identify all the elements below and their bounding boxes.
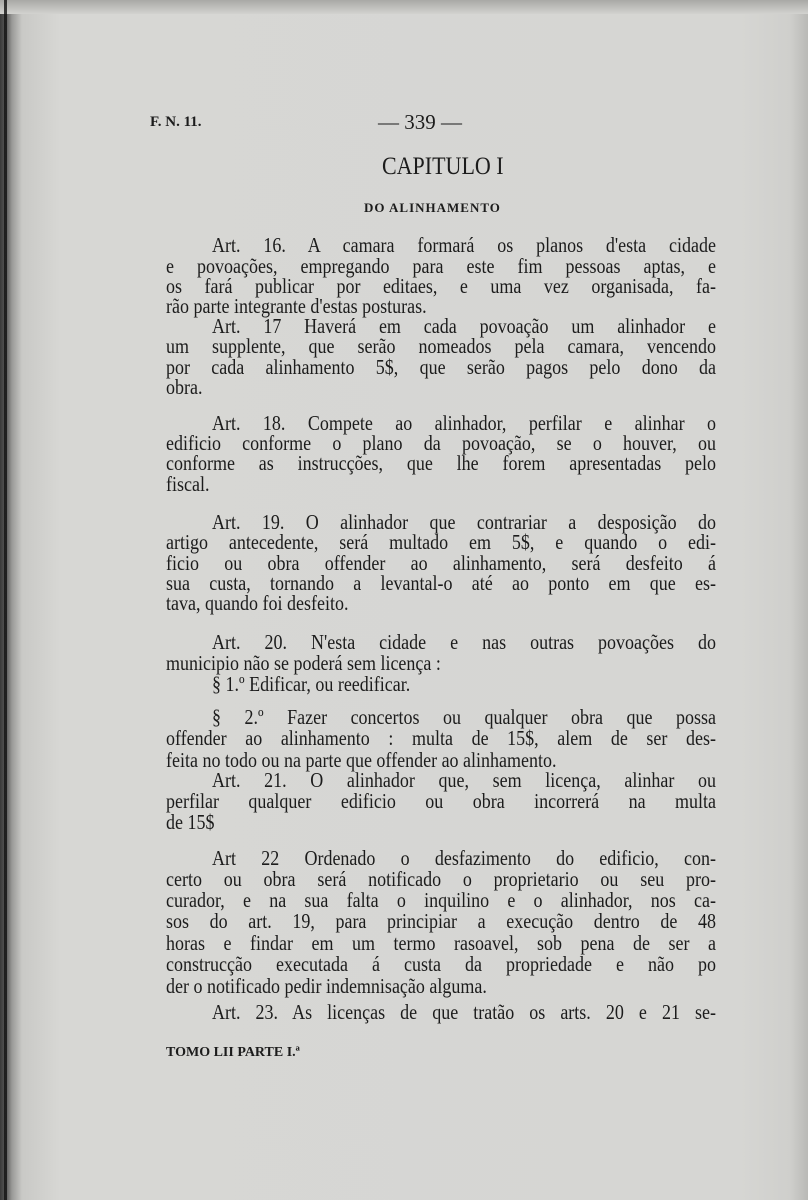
text-line: Art. 17 Haverá em cada povoação um alinhador e <box>212 314 716 338</box>
text-line: sos do art. 19, para principiar a execução dentro de 48 <box>166 909 716 933</box>
text-line: Art. 18. Compete ao alinhador, perfilar e alinhar o <box>212 411 716 435</box>
text-line: horas e findar em um termo rasoavel, sob pena de ser a <box>166 931 716 955</box>
text-line: obra. <box>166 375 203 399</box>
page-number: — 339 — <box>378 110 462 134</box>
text-line: artigo antecedente, será multado em 5$, e quando o edi- <box>166 530 716 554</box>
text-line: construcção executada á custa da propriedade e não po <box>166 952 716 976</box>
text-line: Art. 21. O alinhador que, sem licença, alinhar ou <box>212 768 716 792</box>
running-header-left: F. N. 11. <box>150 114 202 130</box>
text-line: feita no todo ou na parte que offender ao alinhamento. <box>166 748 557 772</box>
text-line: curador, e na sua falta o inquilino e o alinhador, nos ca- <box>166 888 716 912</box>
text-line: municipio não se poderá sem licença : <box>166 651 441 675</box>
text-line: um supplente, que serão nomeados pela camara, vencendo <box>166 334 716 358</box>
text-line: § 1.º Edificar, ou reedificar. <box>212 672 411 696</box>
text-line: ficio ou obra offender ao alinhamento, será desfeito á <box>166 551 716 575</box>
footer-signature: TOMO LII PARTE I.ª <box>166 1045 300 1060</box>
text-line: perfilar qualquer edificio ou obra incorrerá na multa <box>166 789 716 813</box>
text-line: Art. 16. A camara formará os planos d'esta cidade <box>212 233 716 257</box>
text-line: edificio conforme o plano da povoação, se o houver, ou <box>166 431 716 455</box>
text-line: certo ou obra será notificado o proprietario ou seu pro- <box>166 867 716 891</box>
text-line: tava, quando foi desfeito. <box>166 591 349 615</box>
text-line: § 2.º Fazer concertos ou qualquer obra que possa <box>212 705 716 729</box>
text-line: e povoações, empregando para este fim pessoas aptas, e <box>166 254 716 278</box>
text-line: offender ao alinhamento : multa de 15$, alem de ser des- <box>166 726 716 750</box>
text-line: fiscal. <box>166 472 210 496</box>
chapter-subtitle: DO ALINHAMENTO <box>364 200 501 215</box>
text-line: Art. 20. N'esta cidade e nas outras povoações do <box>212 630 716 654</box>
text-line: os fará publicar por editaes, e uma vez organisada, fa- <box>166 274 716 298</box>
text-line: Art. 23. As licenças de que tratão os arts. 20 e 21 se- <box>212 1000 716 1024</box>
text-line: der o notificado pedir indemnisação alguma. <box>166 974 487 998</box>
text-line: de 15$ <box>166 810 215 834</box>
text-line: Art 22 Ordenado o desfazimento do edificio, con- <box>212 846 716 870</box>
chapter-title: CAPITULO I <box>382 151 504 180</box>
text-line: rão parte integrante d'estas posturas. <box>166 294 427 318</box>
text-line: sua custa, tornando a levantal-o até ao ponto em que es- <box>166 571 716 595</box>
text-line: por cada alinhamento 5$, que serão pagos pelo dono da <box>166 355 716 379</box>
text-line: conforme as instrucções, que lhe forem apresentadas pelo <box>166 451 716 475</box>
text-line: Art. 19. O alinhador que contrariar a desposição do <box>212 510 716 534</box>
